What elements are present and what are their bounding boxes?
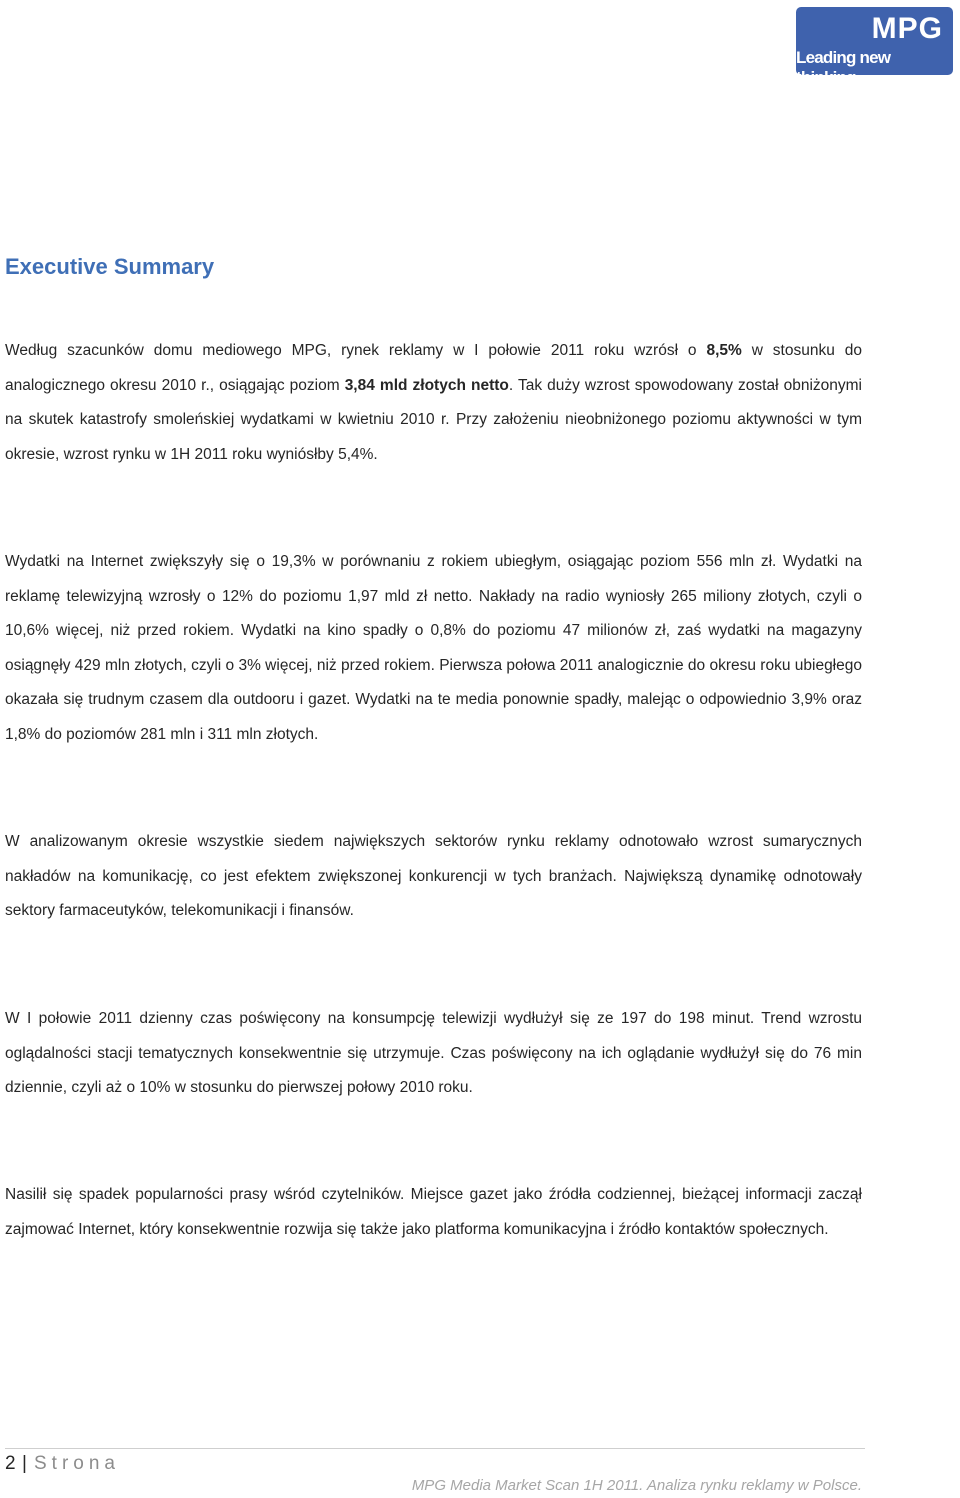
footer-caption: MPG Media Market Scan 1H 2011. Analiza rynku reklamy w Polsce. [411, 1477, 862, 1494]
p1-text-3: . Tak duży wzrost spowodowany został obniżonymi na skutek katastrofy smoleńskiej wydatkami w kwietniu 2010 r. Przy założeniu nieobniżonego poziomu aktywności w tym okresie, wzrost rynku w 1H 2011 roku wyniósłby 5,4%. [5, 376, 862, 463]
page-label: Strona [34, 1453, 120, 1474]
paragraph-market-summary [5, 334, 862, 472]
paragraph-tv-consumption: W I połowie 2011 dzienny czas poświęcony na konsumpcję telewizji wydłużył się ze 197 do 198 minut. Trend wzrostu oglądalności stacji tematycznych konsekwentnie się utrzymuje. Czas poświęcony na ich oglądanie wydłużył się do 76 min dziennie, czyli aż o 10% w stosunku do pierwszej połowy 2010 roku. [5, 1010, 862, 1096]
p1-text-1: Według szacunków domu mediowego MPG, rynek reklamy w I połowie 2011 roku wzrósł o [5, 342, 707, 359]
page-title: Executive Summary [5, 254, 215, 279]
page-number: 2 [5, 1453, 16, 1474]
logo-tagline: Leading new thinking. [796, 48, 891, 87]
paragraph-press: Nasilił się spadek popularności prasy wśród czytelników. Miejsce gazet jako źródła codziennej, bieżącej informacji zaczął zajmować Internet, który konsekwentnie rozwija się także jako platforma komunikacyjna i źródło kontaktów społecznych. [5, 1186, 862, 1238]
mpg-logo [796, 7, 953, 87]
p1-market-value: 3,84 mld złotych netto [344, 376, 509, 394]
page-separator: | [22, 1453, 27, 1474]
logo-brand: MPG [871, 12, 943, 45]
paragraph-sectors: W analizowanym okresie wszystkie siedem największych sektorów rynku reklamy odnotowało wzrost sumarycznych nakładów na komunikację, co jest efektem zwiększonej konkurencji w tych branżach. Największą dynamikę odnotowały sektory farmaceutyków, telekomunikacji i finansów. [5, 833, 862, 919]
p1-text-2: w stosunku do analogicznego okresu 2010 r., osiągając poziom [5, 342, 862, 394]
footer-divider [5, 1448, 865, 1449]
paragraph-media-spending: Wydatki na Internet zwiększyły się o 19,3% w porównaniu z rokiem ubiegłym, osiągając poziom 556 mln zł. Wydatki na reklamę telewizyjną wzrosły o 12% do poziomu 1,97 mld zł netto. Nakłady na radio wyniosły 265 miliony złotych, czyli o 10,6% więcej, niż przed rokiem. Wydatki na kino spadły o 0,8% do poziomu 47 milionów zł, zaś wydatki na magazyny osiągnęły 429 mln złotych, czyli o 3% więcej, niż przed rokiem. Pierwsza połowa 2011 analogicznie do okresu roku ubiegłego okazała się trudnym czasem dla outdooru i gazet. Wydatki na te media ponownie spadły, malejąc o odpowiednio 3,9% oraz 1,8% do poziomów 281 mln i 311 mln złotych. [5, 553, 862, 743]
p1-growth-value: 8,5% [706, 342, 742, 359]
